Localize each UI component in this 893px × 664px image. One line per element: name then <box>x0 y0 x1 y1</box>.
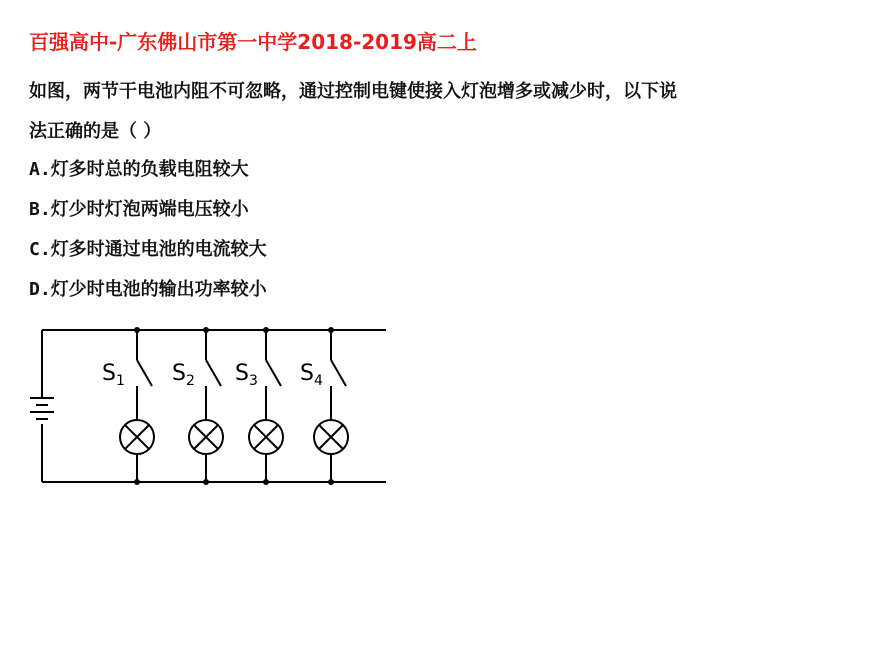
lamp-1-icon <box>120 420 154 454</box>
option-c-text: 灯多时通过电池的电流较大 <box>50 239 267 260</box>
branch-1 <box>120 327 154 485</box>
answer-options <box>29 150 267 310</box>
switch-s3-blade[interactable] <box>266 360 281 386</box>
switch-s4-blade[interactable] <box>331 360 346 386</box>
branch-3 <box>249 327 283 485</box>
switch-s4-label: $S_4$ <box>300 361 323 389</box>
option-d-text: 灯少时电池的输出功率较小 <box>50 279 267 300</box>
option-c-letter: C. <box>29 239 51 260</box>
branch-4 <box>314 327 348 485</box>
option-a[interactable] <box>29 150 267 190</box>
option-b-text: 灯少时灯泡两端电压较小 <box>50 199 249 220</box>
switch-s2-label: $S_2$ <box>172 361 195 389</box>
lamp-2-icon <box>189 420 223 454</box>
question-stem <box>29 72 859 152</box>
option-b-letter: B. <box>29 199 51 220</box>
switch-s3-label: $S_3$ <box>235 361 258 389</box>
slide-title: 百强高中-广东佛山市第一中学2018-2019高二上 <box>29 30 477 54</box>
circuit-diagram <box>24 320 394 492</box>
switch-s2-blade[interactable] <box>206 360 221 386</box>
switch-s1-blade[interactable] <box>137 360 152 386</box>
question-line-2: 法正确的是（ ） <box>29 121 162 142</box>
battery-icon <box>30 398 54 419</box>
question-line-1: 如图，两节干电池内阻不可忽略，通过控制电键使接入灯泡增多或减少时，以下说 <box>29 81 677 102</box>
option-a-letter: A. <box>29 159 51 180</box>
option-d[interactable] <box>29 270 267 310</box>
branch-2 <box>189 327 223 485</box>
option-c[interactable] <box>29 230 267 270</box>
switch-s1-label: $S_1$ <box>102 361 125 389</box>
option-b[interactable] <box>29 190 267 230</box>
lamp-4-icon <box>314 420 348 454</box>
option-a-text: 灯多时总的负载电阻较大 <box>50 159 249 180</box>
option-d-letter: D. <box>29 279 51 300</box>
lamp-3-icon <box>249 420 283 454</box>
